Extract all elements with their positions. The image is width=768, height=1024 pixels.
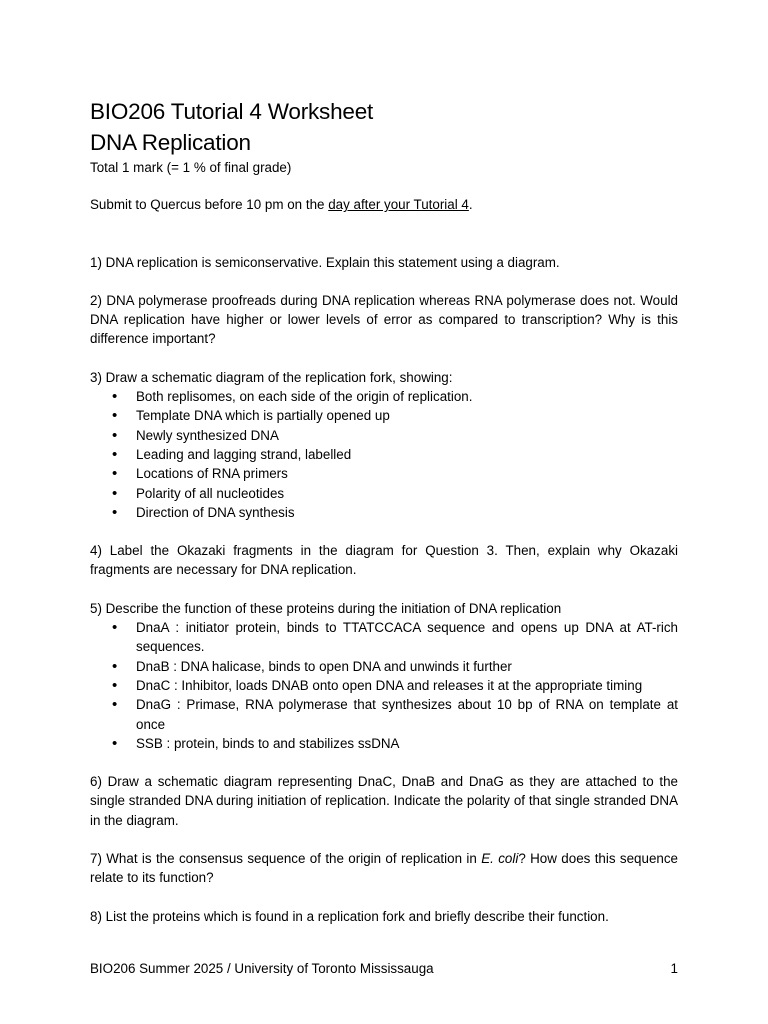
question-5: 5) Describe the function of these proteins during the initiation of DNA replication bbox=[90, 600, 562, 616]
question-7 bbox=[90, 849, 678, 888]
question-7-suffix: ? How does this sequence relate to its function? bbox=[90, 851, 678, 886]
list-item: • Polarity of all nucleotides bbox=[90, 484, 678, 503]
list-item: • Direction of DNA synthesis bbox=[90, 503, 678, 522]
footer-course: BIO206 Summer 2025 / University of Toronto Mississauga bbox=[90, 961, 434, 976]
marks-note: Total 1 mark (= 1 % of final grade) bbox=[90, 160, 292, 175]
list-item: • DnaC : Inhibitor, loads DNAB onto open DNA and releases it at the appropriate timing bbox=[90, 676, 678, 695]
question-4: 4) Label the Okazaki fragments in the diagram for Question 3. Then, explain why Okazaki fragments are necessary for DNA replication. bbox=[90, 543, 678, 578]
list-item: • SSB : protein, binds to and stabilizes ssDNA bbox=[90, 734, 678, 753]
submit-deadline: day after your Tutorial 4 bbox=[328, 197, 469, 213]
question-1: 1) DNA replication is semiconservative. Explain this statement using a diagram. bbox=[90, 254, 560, 270]
question-5-list bbox=[90, 618, 678, 753]
worksheet-content bbox=[90, 96, 678, 926]
question-8: 8) List the proteins which is found in a replication fork and briefly describe their function. bbox=[90, 908, 609, 924]
question-6: 6) Draw a schematic diagram representing DnaC, DnaB and DnaG as they are attached to the single stranded DNA during initiation of replication. Indicate the polarity of that single stranded DNA in the diagram. bbox=[90, 774, 678, 828]
question-2: 2) DNA polymerase proofreads during DNA replication whereas RNA polymerase does not. Would DNA replication have higher or lower levels of error as compared to transcription? Why is this difference important? bbox=[90, 292, 678, 347]
list-item: • Template DNA which is partially opened up bbox=[90, 406, 678, 425]
submit-suffix: . bbox=[468, 197, 473, 213]
question-3: 3) Draw a schematic diagram of the replication fork, showing: bbox=[90, 369, 453, 385]
list-item: • DnaA : initiator protein, binds to TTATCCACA sequence and opens up DNA at AT-rich sequences. bbox=[90, 618, 678, 657]
list-item: • Leading and lagging strand, labelled bbox=[90, 445, 678, 464]
list-item: • Newly synthesized DNA bbox=[90, 426, 678, 445]
question-3-list bbox=[90, 387, 678, 522]
list-item: • Both replisomes, on each side of the origin of replication. bbox=[90, 387, 678, 406]
worksheet-topic: DNA Replication bbox=[90, 130, 251, 155]
question-7-prefix: 7) What is the consensus sequence of the origin of replication in bbox=[90, 851, 482, 867]
footer-page-number: 1 bbox=[670, 961, 678, 976]
list-item: • DnaB : DNA halicase, binds to open DNA and unwinds it further bbox=[90, 657, 678, 676]
worksheet-title: BIO206 Tutorial 4 Worksheet bbox=[90, 99, 374, 124]
submission-instructions bbox=[90, 195, 678, 214]
page-footer bbox=[90, 959, 678, 978]
question-7-organism: E. coli bbox=[481, 851, 519, 867]
list-item: • DnaG : Primase, RNA polymerase that synthesizes about 10 bp of RNA on template at once bbox=[90, 695, 678, 734]
submit-prefix: Submit to Quercus before 10 pm on the bbox=[90, 197, 329, 213]
list-item: • Locations of RNA primers bbox=[90, 464, 678, 483]
